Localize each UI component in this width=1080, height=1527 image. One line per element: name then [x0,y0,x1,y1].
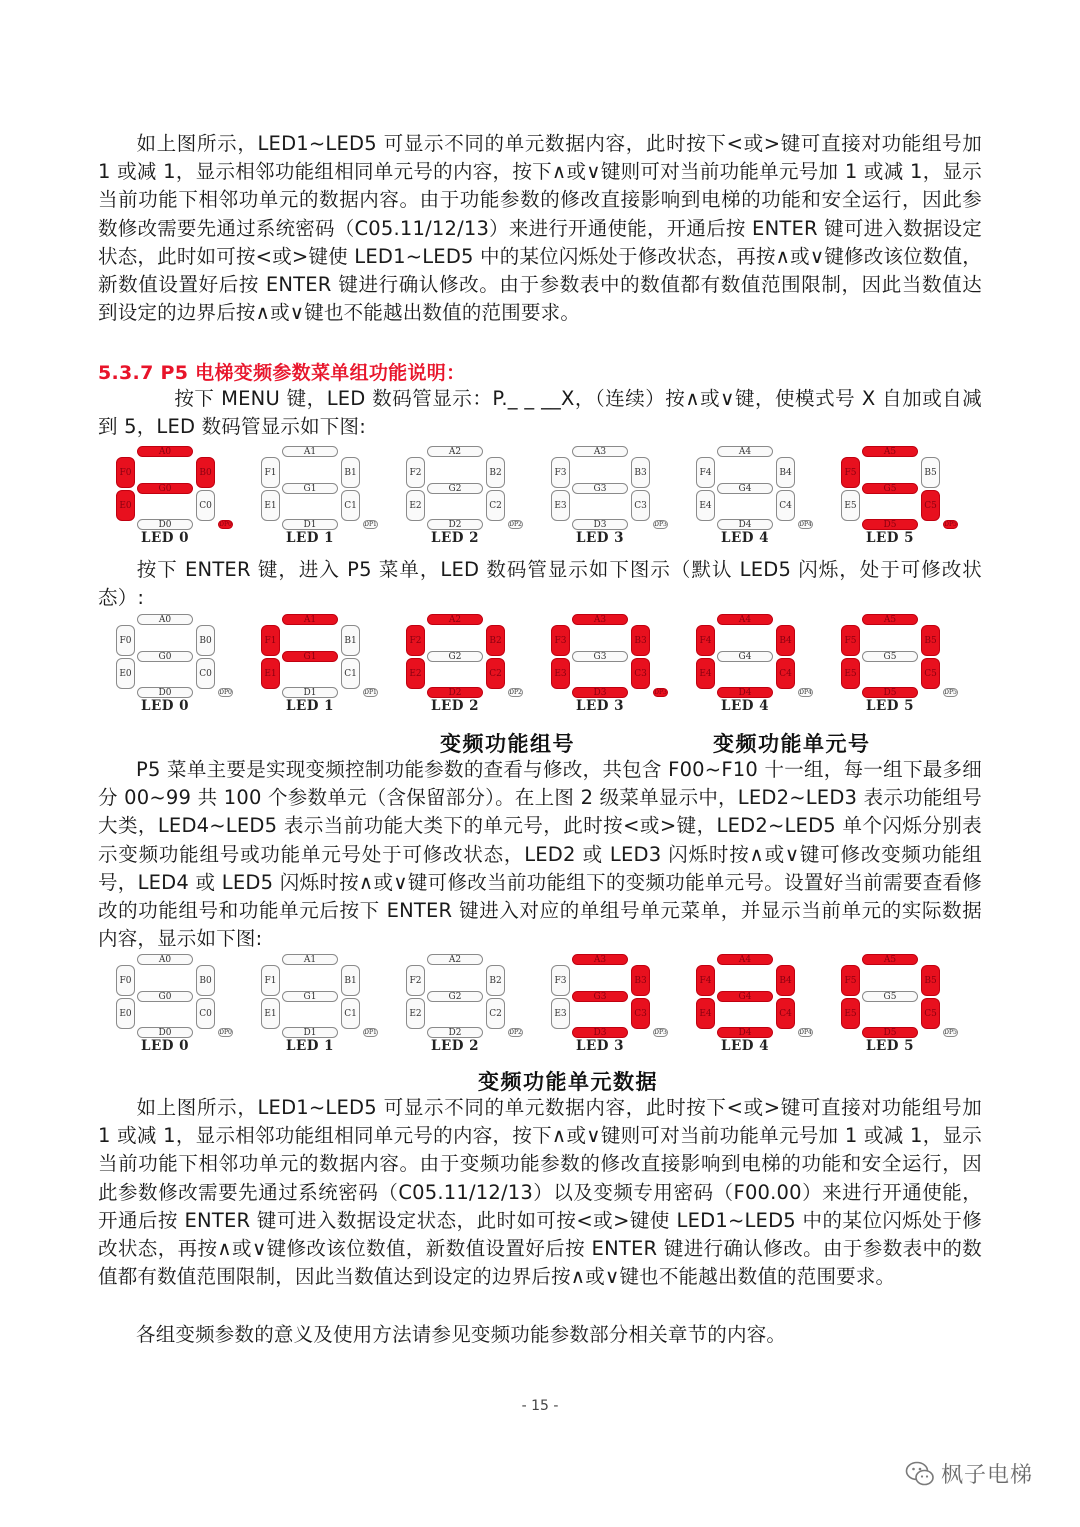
led-digit-2 [405,954,523,1058]
led-digit-4 [695,446,813,550]
segment-dp: DP1 [364,521,377,528]
led-label: LED 4 [720,698,770,714]
paragraph-4: P5 菜单主要是实现变频控制功能参数的查看与修改，共包含 F00~F10 十一组，每一组下最多细分 00~99 共 100 个参数单元（含保留部分）。在上图 2 级菜单显示中，LED2~LED3 表示功能组号大类，LED4~LED5 表示当前功能大类下的单元号，此时按<或>键，LED2~LED5 单个闪烁分别表示变频功能组号或功能单元号处于可修改状态，LED2 或 LED3 闪烁时按∧或∨键可修改变频功能组号，LED4 或 LED5 闪烁时按∧或∨键可修改当前功能组下的变频功能单元号。设置好当前需要查看修改的功能组号和功能单元后按下 ENTER 键进入对应的单组号单元菜单，并显示当前单元的实际数据内容，显示如下图: [98,758,982,951]
segment-f: F0 [116,625,135,656]
led-digit-0 [115,954,233,1058]
caption-unit-number: 变频功能单元号 [713,732,871,756]
segment-b: B3 [631,457,650,488]
segment-c: C5 [921,658,940,689]
segment-dp: DP5 [944,1029,957,1036]
caption-unit-data: 变频功能单元数据 [478,1070,658,1094]
segment-g: G0 [137,483,193,494]
segment-d: D3 [572,1027,628,1038]
segment-e: E3 [551,490,570,521]
segment-c: C3 [631,658,650,689]
segment-c: C2 [486,658,505,689]
segment-dp: DP2 [509,521,522,528]
segment-d: D5 [862,519,918,530]
segment-a: A0 [137,446,193,457]
segment-f: F1 [261,625,280,656]
segment-dp: DP4 [799,689,812,696]
segment-a: A3 [572,954,628,965]
segment-dp: DP1 [364,689,377,696]
segment-g: G2 [427,991,483,1002]
segment-a: A0 [137,954,193,965]
segment-e: E2 [406,998,425,1029]
segment-f: F0 [116,965,135,996]
led-label: LED 2 [430,530,480,546]
segment-b: B2 [486,457,505,488]
segment-b: B4 [776,457,795,488]
segment-d: D5 [862,687,918,698]
segment-b: B5 [921,965,940,996]
segment-e: E3 [551,658,570,689]
segment-d: D3 [572,687,628,698]
segment-e: E4 [696,658,715,689]
segment-b: B0 [196,625,215,656]
segment-a: A1 [282,954,338,965]
segment-c: C3 [631,490,650,521]
caption-group-number: 变频功能组号 [440,732,575,756]
led-label: LED 1 [285,698,335,714]
segment-g: G3 [572,651,628,662]
segment-b: B3 [631,625,650,656]
segment-c: C0 [196,658,215,689]
segment-e: E1 [261,490,280,521]
segment-dp: DP5 [944,689,957,696]
page-number: - 15 - [521,1398,559,1414]
segment-a: A4 [717,614,773,625]
segment-c: C2 [486,490,505,521]
segment-a: A5 [862,954,918,965]
led-digit-1 [260,614,378,718]
segment-d: D1 [282,1027,338,1038]
segment-dp: DP3 [654,689,667,696]
paragraph-5: 如上图所示，LED1~LED5 可显示不同的单元数据内容，此时按下<或>键可直接对功能组号加 1 或减 1，显示相邻功能组相同单元号的内容，按下∧或∨键则可对当前功能单元号加 1 或减 1，显示当前功能下相邻功单元的数据内容。由于变频功能参数的修改直接影响到电梯的功能和安全运行，因此参数修改需要先通过系统密码（C05.11/12/13）以及变频专用密码（F00.00）来进行开通使能，开通后按 ENTER 键可进入数据设定状态，此时如可按<或>键使 LED1~LED5 中的某位闪烁处于修改状态，再按∧或∨键修改该位数值，新数值设置好后按 ENTER 键进行确认修改。由于参数表中的数值都有数值范围限制，因此当数值达到设定的边界后按∧或∨键也不能越出数值的范围要求。 [98,1096,982,1289]
segment-c: C3 [631,998,650,1029]
led-label: LED 0 [140,1038,190,1054]
led-digit-4 [695,954,813,1058]
segment-d: D0 [137,1027,193,1038]
segment-e: E2 [406,490,425,521]
segment-dp: DP4 [799,1029,812,1036]
led-digit-4 [695,614,813,718]
segment-a: A5 [862,614,918,625]
segment-e: E1 [261,658,280,689]
watermark [905,1458,1033,1489]
segment-d: D1 [282,519,338,530]
segment-dp: DP2 [509,1029,522,1036]
led-display-p5-level2 [115,614,965,718]
segment-e: E1 [261,998,280,1029]
segment-dp: DP0 [219,1029,232,1036]
paragraph-2: 按下 MENU 键，LED 数码管显示：P._ _ __X，（连续）按∧或∨键，使模式号 X 自加或自减到 5，LED 数码管显示如下图: [98,387,982,439]
segment-a: A4 [717,446,773,457]
led-label: LED 0 [140,530,190,546]
segment-d: D4 [717,687,773,698]
led-digit-5 [840,954,958,1058]
segment-c: C0 [196,998,215,1029]
segment-c: C0 [196,490,215,521]
segment-f: F1 [261,457,280,488]
segment-g: G1 [282,991,338,1002]
segment-d: D2 [427,1027,483,1038]
led-label: LED 5 [865,530,915,546]
segment-e: E4 [696,490,715,521]
paragraph-1: 如上图所示，LED1~LED5 可显示不同的单元数据内容，此时按下<或>键可直接对功能组号加 1 或减 1，显示相邻功能组相同单元号的内容，按下∧或∨键则可对当前功能单元号加 1 或减 1，显示当前功能下相邻功单元的数据内容。由于功能参数的修改直接影响到电梯的功能和安全运行，因此参数修改需要先通过系统密码（C05.11/12/13）来进行开通使能，开通后按 ENTER 键可进入数据设定状态，此时如可按<或>键使 LED1~LED5 中的某位闪烁处于修改状态，再按∧或∨键修改该位数值，新数值设置好后按 ENTER 键进行确认修改。由于参数表中的数值都有数值范围限制，因此当数值达到设定的边界后按∧或∨键也不能越出数值的范围要求。 [98,132,982,325]
led-digit-0 [115,614,233,718]
segment-f: F3 [551,457,570,488]
segment-d: D5 [862,1027,918,1038]
led-digit-3 [550,954,668,1058]
segment-g: G4 [717,483,773,494]
segment-a: A0 [137,614,193,625]
segment-d: D1 [282,687,338,698]
segment-d: D4 [717,519,773,530]
segment-e: E5 [841,658,860,689]
segment-f: F3 [551,625,570,656]
led-display-menu-p5 [115,446,965,550]
segment-dp: DP0 [219,521,232,528]
led-label: LED 4 [720,530,770,546]
segment-f: F2 [406,457,425,488]
segment-e: E5 [841,490,860,521]
segment-f: F4 [696,965,715,996]
segment-f: F2 [406,625,425,656]
segment-d: D0 [137,519,193,530]
segment-a: A5 [862,446,918,457]
segment-e: E0 [116,490,135,521]
segment-a: A1 [282,446,338,457]
segment-dp: DP3 [654,521,667,528]
segment-f: F4 [696,457,715,488]
segment-f: F3 [551,965,570,996]
segment-g: G2 [427,483,483,494]
led-label: LED 3 [575,530,625,546]
segment-dp: DP4 [799,521,812,528]
segment-f: F5 [841,965,860,996]
segment-g: G1 [282,483,338,494]
segment-d: D3 [572,519,628,530]
segment-e: E0 [116,998,135,1029]
segment-g: G0 [137,991,193,1002]
led-digit-3 [550,446,668,550]
segment-e: E3 [551,998,570,1029]
segment-c: C4 [776,998,795,1029]
led-label: LED 4 [720,1038,770,1054]
segment-a: A4 [717,954,773,965]
segment-a: A2 [427,614,483,625]
led-label: LED 1 [285,530,335,546]
segment-b: B0 [196,457,215,488]
segment-c: C4 [776,658,795,689]
led-digit-2 [405,614,523,718]
led-label: LED 2 [430,698,480,714]
segment-g: G5 [862,991,918,1002]
segment-b: B0 [196,965,215,996]
segment-f: F0 [116,457,135,488]
led-digit-1 [260,954,378,1058]
led-label: LED 0 [140,698,190,714]
segment-dp: DP5 [944,521,957,528]
led-display-p5-data [115,954,965,1058]
segment-e: E4 [696,998,715,1029]
segment-a: A2 [427,446,483,457]
segment-a: A3 [572,446,628,457]
segment-dp: DP0 [219,689,232,696]
segment-f: F2 [406,965,425,996]
segment-g: G3 [572,991,628,1002]
segment-b: B3 [631,965,650,996]
segment-g: G2 [427,651,483,662]
led-digit-3 [550,614,668,718]
segment-d: D2 [427,519,483,530]
led-label: LED 2 [430,1038,480,1054]
paragraph-3: 按下 ENTER 键，进入 P5 菜单，LED 数码管显示如下图示（默认 LED5 闪烁，处于可修改状态）: [98,558,982,610]
segment-f: F4 [696,625,715,656]
segment-d: D0 [137,687,193,698]
segment-c: C5 [921,998,940,1029]
segment-e: E5 [841,998,860,1029]
led-digit-2 [405,446,523,550]
segment-b: B2 [486,965,505,996]
segment-g: G0 [137,651,193,662]
segment-a: A1 [282,614,338,625]
segment-b: B1 [341,457,360,488]
segment-g: G1 [282,651,338,662]
segment-g: G4 [717,651,773,662]
segment-b: B1 [341,625,360,656]
led-label: LED 3 [575,698,625,714]
led-digit-5 [840,446,958,550]
segment-e: E0 [116,658,135,689]
segment-e: E2 [406,658,425,689]
segment-c: C1 [341,658,360,689]
led-digit-5 [840,614,958,718]
segment-f: F1 [261,965,280,996]
led-digit-1 [260,446,378,550]
paragraph-6: 各组变频参数的意义及使用方法请参见变频功能参数部分相关章节的内容。 [136,1323,787,1346]
segment-d: D4 [717,1027,773,1038]
segment-g: G5 [862,651,918,662]
section-heading: 5.3.7 P5 电梯变频参数菜单组功能说明： [98,362,466,384]
segment-dp: DP2 [509,689,522,696]
segment-b: B4 [776,965,795,996]
segment-dp: DP1 [364,1029,377,1036]
segment-b: B1 [341,965,360,996]
segment-c: C1 [341,998,360,1029]
led-label: LED 3 [575,1038,625,1054]
segment-c: C5 [921,490,940,521]
segment-g: G5 [862,483,918,494]
wechat-icon [905,1461,935,1487]
segment-dp: DP3 [654,1029,667,1036]
segment-f: F5 [841,457,860,488]
segment-a: A3 [572,614,628,625]
segment-c: C2 [486,998,505,1029]
segment-g: G3 [572,483,628,494]
segment-b: B2 [486,625,505,656]
led-label: LED 5 [865,698,915,714]
segment-d: D2 [427,687,483,698]
segment-b: B4 [776,625,795,656]
watermark-text: 枫子电梯 [941,1463,1034,1488]
segment-b: B5 [921,457,940,488]
segment-a: A2 [427,954,483,965]
led-digit-0 [115,446,233,550]
led-label: LED 1 [285,1038,335,1054]
segment-g: G4 [717,991,773,1002]
segment-c: C4 [776,490,795,521]
led-label: LED 5 [865,1038,915,1054]
segment-b: B5 [921,625,940,656]
segment-c: C1 [341,490,360,521]
segment-f: F5 [841,625,860,656]
